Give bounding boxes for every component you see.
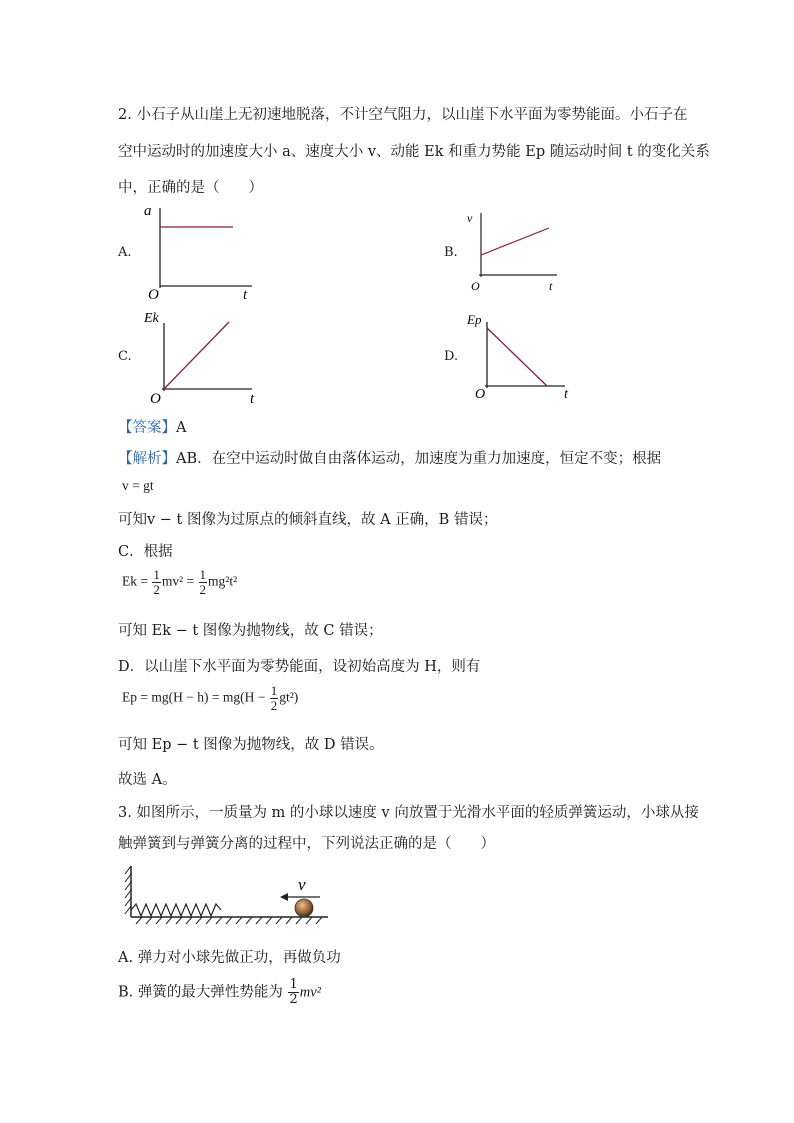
graph-d-origin: O xyxy=(475,387,486,402)
graph-d-xlabel: t xyxy=(564,387,568,402)
analysis-ab-conclusion: 可知v − t 图像为过原点的倾斜直线，故 A 正确，B 错误； xyxy=(118,512,498,528)
equation-v-gt: v = gt xyxy=(122,478,154,493)
analysis-d-conclusion: 可知 Ep − t 图像为抛物线，故 D 错误。 xyxy=(118,737,384,753)
wall-hatch xyxy=(125,866,131,914)
eq3-left: Ep = mg(H − h) = mg(H − xyxy=(122,689,266,705)
q3-option-b-expr: mv² xyxy=(299,984,322,1001)
graph-b-xlabel: t xyxy=(549,279,553,293)
spring xyxy=(131,904,221,916)
analysis-tag: 【解析】 xyxy=(118,451,176,467)
graph-a xyxy=(140,198,270,303)
graph-a-xlabel: t xyxy=(243,287,248,303)
graph-c-origin: O xyxy=(150,391,161,407)
eq2-left: Ek = xyxy=(122,573,148,589)
q3-line-2: 触弹簧到与弹簧分离的过程中，下列说法正确的是（ ） xyxy=(118,836,495,852)
q3-option-a: A. 弹力对小球先做正功，再做负功 xyxy=(118,950,341,966)
ball xyxy=(295,899,313,917)
option-d-label: D. xyxy=(444,349,459,364)
graph-b xyxy=(463,205,573,297)
q3-option-b-text: B. 弹簧的最大弹性势能为 xyxy=(118,984,283,1001)
equation-ek xyxy=(122,568,237,597)
graph-b-ylabel: v xyxy=(467,211,473,225)
eq2-frac-2: $\frac{1}{2}$ xyxy=(199,567,207,597)
graph-d xyxy=(463,310,578,405)
velocity-arrowhead xyxy=(280,893,288,901)
analysis-c-conclusion: 可知 Ek − t 图像为抛物线，故 C 错误； xyxy=(118,623,383,639)
graph-c xyxy=(140,305,275,407)
answer-line xyxy=(118,416,186,437)
graph-c-line xyxy=(164,322,229,389)
eq2-mid: mv² = xyxy=(161,573,195,589)
q2-line-3: 中，正确的是（ ） xyxy=(118,180,263,196)
answer-tag: 【答案】 xyxy=(118,420,176,436)
q3-option-b xyxy=(118,978,321,1007)
eq3-right: gt²) xyxy=(279,689,299,705)
option-a-label: A. xyxy=(118,245,132,260)
option-b-label: B. xyxy=(444,245,458,260)
graph-b-line xyxy=(481,228,549,255)
graph-a-origin: O xyxy=(148,287,159,303)
analysis-ab-text: AB．在空中运动时做自由落体运动，加速度为重力加速度，恒定不变；根据 xyxy=(176,451,662,467)
graph-c-ylabel: Ek xyxy=(144,311,159,326)
graph-a-ylabel: a xyxy=(144,203,152,219)
graph-c-xlabel: t xyxy=(250,391,255,407)
graph-d-line xyxy=(487,328,547,386)
velocity-label: v xyxy=(298,875,306,894)
eq2-frac-1: $\frac{1}{2}$ xyxy=(153,567,160,597)
floor-hatch xyxy=(136,917,322,924)
eq2-right: mg²t² xyxy=(208,573,238,589)
eq3-frac: $\frac{1}{2}$ xyxy=(270,683,278,713)
q2-line-2: 空中运动时的加速度大小 a、速度大小 v、动能 Ek 和重力势能 Ep 随运动时间 t 的变化关系 xyxy=(118,144,710,160)
analysis-final: 故选 A。 xyxy=(118,772,177,788)
analysis-ab-line xyxy=(118,447,661,468)
analysis-c-head: C．根据 xyxy=(118,544,173,560)
option-c-label: C. xyxy=(118,349,132,364)
answer-value: A xyxy=(176,420,187,436)
analysis-d-head: D．以山崖下水平面为零势能面，设初始高度为 H，则有 xyxy=(118,659,481,675)
q3-line-1: 3. 如图所示，一质量为 m 的小球以速度 v 向放置于光滑水平面的轻质弹簧运动，小球从接 xyxy=(118,805,699,821)
q3-option-b-frac: $\frac{1}{2}$ xyxy=(289,977,298,1007)
graph-b-origin: O xyxy=(471,279,480,293)
equation-ep xyxy=(122,684,298,713)
q2-line-1: 2. 小石子从山崖上无初速地脱落，不计空气阻力，以山崖下水平面为零势能面。小石子在 xyxy=(118,107,688,123)
spring-figure xyxy=(122,862,334,932)
graph-d-ylabel: Ep xyxy=(467,312,482,327)
